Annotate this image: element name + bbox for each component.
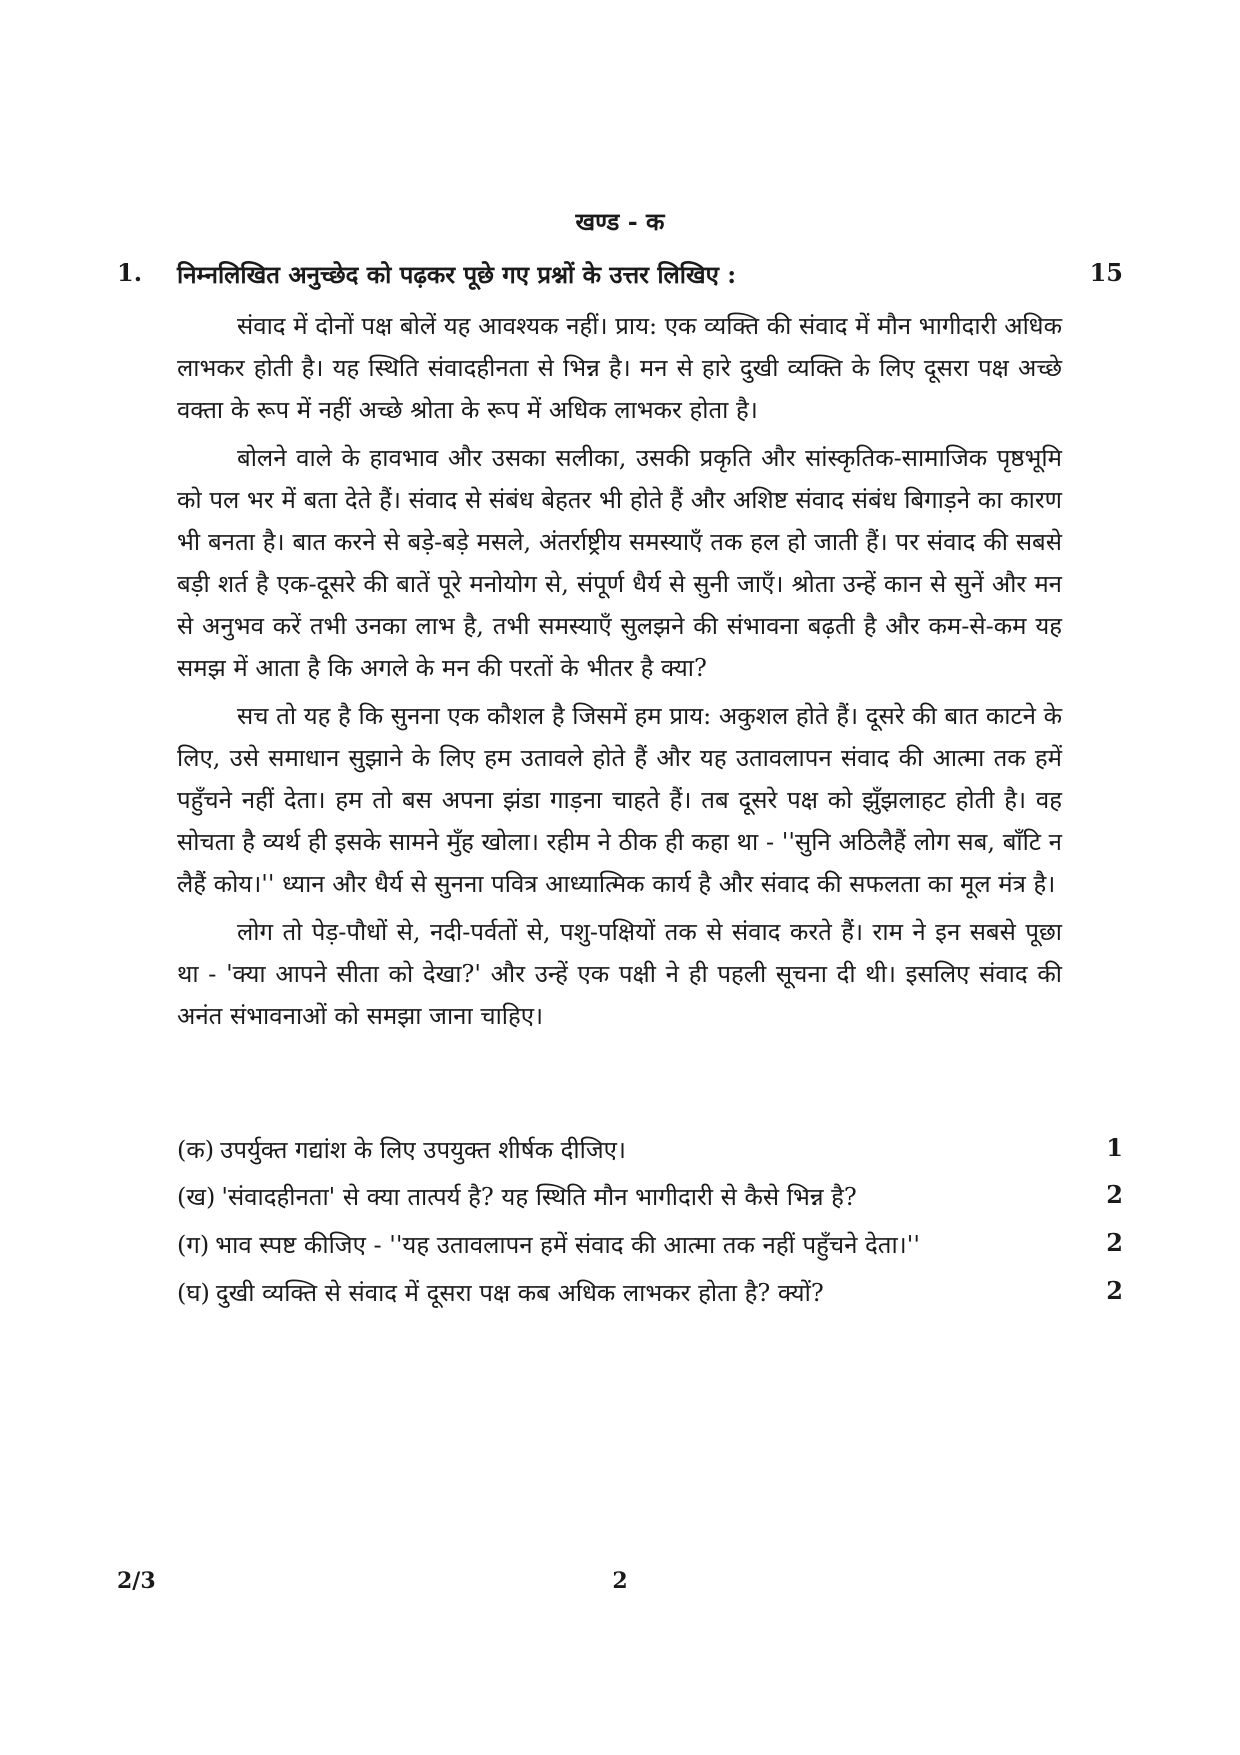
- sub-question-label: (घ): [177, 1279, 210, 1307]
- question-number: 1.: [117, 258, 143, 287]
- sub-question-kha: [177, 1180, 1123, 1213]
- sub-question-marks: 1: [1106, 1133, 1123, 1162]
- sub-question-text: उपर्युक्त गद्यांश के लिए उपयुक्त शीर्षक दीजिए।: [220, 1136, 626, 1164]
- sub-question-text: भाव स्पष्ट कीजिए - ''यह उतावलापन हमें संवाद की आत्मा तक नहीं पहुँचने देता।'': [215, 1231, 920, 1259]
- passage-paragraph-2: बोलने वाले के हावभाव और उसका सलीका, उसकी प्रकृति और सांस्कृतिक-सामाजिक पृष्ठभूमि को पल भर में बता देते हैं। संवाद से संबंध बेहतर भी होते हैं और अशिष्ट संवाद संबंध बिगाड़ने का कारण भी बनता है। बात करने से बड़े-बड़े मसले, अंतर्राष्ट्रीय समस्याएँ तक हल हो जाती हैं। पर संवाद की सबसे बड़ी शर्त है एक-दूसरे की बातें पूरे मनोयोग से, संपूर्ण धैर्य से सुनी जाएँ। श्रोता उन्हें कान से सुनें और मन से अनुभव करें तभी उनका लाभ है, तभी समस्याएँ सुलझने की संभावना बढ़ती है और कम-से-कम यह समझ में आता है कि अगले के मन की परतों के भीतर है क्या?: [177, 444, 1062, 682]
- sub-question-label: (क): [177, 1136, 215, 1164]
- question-marks: 15: [1089, 258, 1123, 287]
- sub-question-ka: [177, 1133, 1123, 1166]
- section-title: खण्ड - क: [575, 207, 665, 236]
- sub-question-text: दुखी व्यक्ति से संवाद में दूसरा पक्ष कब अधिक लाभकर होता है? क्यों?: [215, 1279, 824, 1307]
- passage: [177, 305, 1062, 1043]
- sub-question-ga: [177, 1228, 1123, 1261]
- sub-question-marks: 2: [1106, 1180, 1123, 1209]
- sub-question-marks: 2: [1106, 1276, 1123, 1305]
- passage-paragraph-3: सच तो यह है कि सुनना एक कौशल है जिसमें हम प्राय: अकुशल होते हैं। दूसरे की बात काटने के लिए, उसे समाधान सुझाने के लिए हम उतावले होते हैं और यह उतावलापन संवाद की आत्मा तक हमें पहुँचने नहीं देता। हम तो बस अपना झंडा गाड़ना चाहते हैं। तब दूसरे पक्ष को झुँझलाहट होती है। वह सोचता है व्यर्थ ही इसके सामने मुँह खोला। रहीम ने ठीक ही कहा था - ''सुनि अठिलैहैं लोग सब, बाँटि न लैहैं कोय।'' ध्यान और धैर्य से सुनना पवित्र आध्यात्मिक कार्य है और संवाद की सफलता का मूल मंत्र है।: [177, 702, 1062, 898]
- passage-paragraph-1: संवाद में दोनों पक्ष बोलें यह आवश्यक नहीं। प्राय: एक व्यक्ति की संवाद में मौन भागीदारी अधिक लाभकर होती है। यह स्थिति संवादहीनता से भिन्न है। मन से हारे दुखी व्यक्ति के लिए दूसरा पक्ष अच्छे वक्ता के रूप में नहीं अच्छे श्रोता के रूप में अधिक लाभकर होता है।: [177, 312, 1062, 424]
- sub-question-label: (ख): [177, 1183, 216, 1211]
- sub-question-gha: [177, 1276, 1123, 1309]
- sub-question-marks: 2: [1106, 1228, 1123, 1257]
- question-text: निम्नलिखित अनुच्छेद को पढ़कर पूछे गए प्रश्नों के उत्तर लिखिए :: [177, 260, 737, 289]
- sub-question-label: (ग): [177, 1231, 210, 1259]
- passage-paragraph-4: लोग तो पेड़-पौधों से, नदी-पर्वतों से, पशु-पक्षियों तक से संवाद करते हैं। राम ने इन सबसे पूछा था - 'क्या आपने सीता को देखा?' और उन्हें एक पक्षी ने ही पहली सूचना दी थी। इसलिए संवाद की अनंत संभावनाओं को समझा जाना चाहिए।: [177, 918, 1062, 1030]
- paper-code: 2/3: [117, 1568, 156, 1594]
- page-number: 2: [612, 1568, 628, 1594]
- sub-question-text: 'संवादहीनता' से क्या तात्पर्य है? यह स्थिति मौन भागीदारी से कैसे भिन्न है?: [221, 1183, 857, 1211]
